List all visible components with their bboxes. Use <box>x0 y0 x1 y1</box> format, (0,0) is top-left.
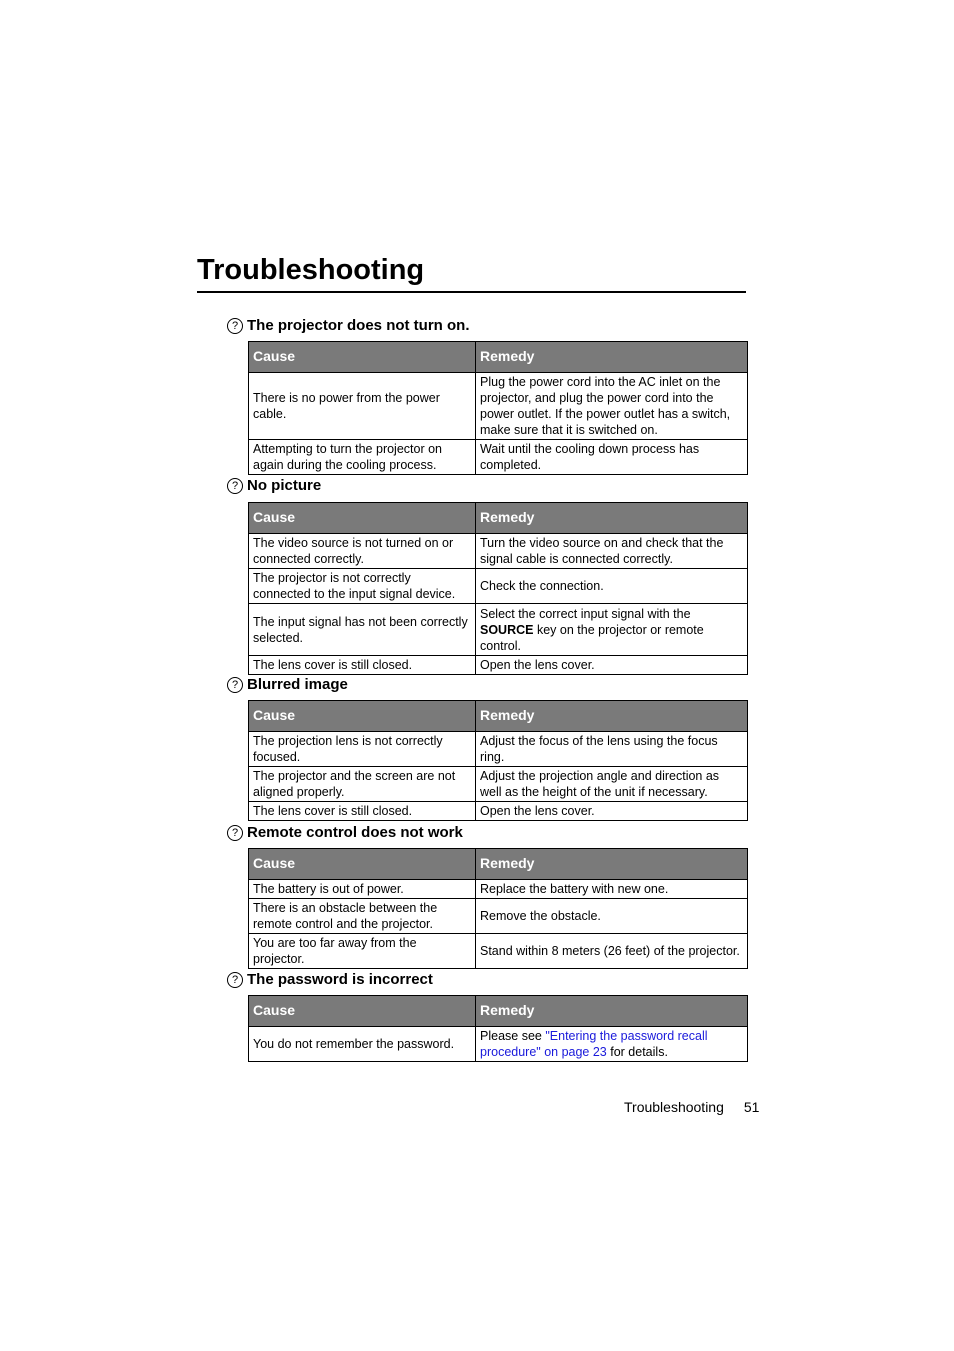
table-row <box>249 732 748 767</box>
remedy-cell <box>476 604 748 656</box>
header-remedy: Remedy <box>476 849 748 880</box>
remedy-cell <box>476 1027 748 1062</box>
header-cause: Cause <box>249 503 476 534</box>
section-title-text: No picture <box>247 477 322 494</box>
footer-label: Troubleshooting <box>624 1099 724 1115</box>
cause-cell: The projector is not correctly connected to the input signal device. <box>249 569 476 604</box>
table-row <box>249 899 748 934</box>
header-remedy: Remedy <box>476 701 748 732</box>
remedy-text: key on the projector or remote control. <box>480 622 704 653</box>
header-remedy: Remedy <box>476 503 748 534</box>
header-remedy: Remedy <box>476 342 748 373</box>
cause-cell: The lens cover is still closed. <box>249 802 476 821</box>
section-title-password <box>227 970 433 990</box>
remedy-cell: Open the lens cover. <box>476 656 748 675</box>
section-title-no-picture <box>227 476 321 496</box>
section-title-text: Blurred image <box>247 676 348 693</box>
header-remedy: Remedy <box>476 996 748 1027</box>
cause-cell: The video source is not turned on or connected correctly. <box>249 534 476 569</box>
table-row <box>249 934 748 969</box>
section-title-text: The projector does not turn on. <box>247 317 470 334</box>
table-no-power <box>248 341 748 475</box>
question-icon: ? <box>227 478 243 494</box>
cause-cell: There is an obstacle between the remote control and the projector. <box>249 899 476 934</box>
cause-cell: The projector and the screen are not aligned properly. <box>249 767 476 802</box>
table-no-picture <box>248 502 748 675</box>
table-blurred-image <box>248 700 748 821</box>
remedy-cell: Turn the video source on and check that the signal cable is connected correctly. <box>476 534 748 569</box>
cause-cell: Attempting to turn the projector on again during the cooling process. <box>249 440 476 475</box>
page-number: 51 <box>743 1099 760 1115</box>
cause-cell: There is no power from the power cable. <box>249 373 476 440</box>
header-cause: Cause <box>249 701 476 732</box>
password-recall-link[interactable]: "Entering the password recall procedure" on page 23 <box>480 1029 708 1059</box>
source-key-label: SOURCE <box>480 622 534 637</box>
table-row <box>249 604 748 656</box>
table-row <box>249 767 748 802</box>
table-row <box>249 440 748 475</box>
table-row <box>249 656 748 675</box>
question-icon: ? <box>227 677 243 693</box>
remedy-cell: Replace the battery with new one. <box>476 880 748 899</box>
cause-cell: You are too far away from the projector. <box>249 934 476 969</box>
cause-cell: The projection lens is not correctly focused. <box>249 732 476 767</box>
remedy-text: Please see <box>480 1029 542 1043</box>
table-row <box>249 1027 748 1062</box>
table-remote-control <box>248 848 748 969</box>
page-title: Troubleshooting <box>197 250 746 293</box>
table-row <box>249 880 748 899</box>
section-title-remote-control <box>227 823 463 843</box>
cause-cell: The lens cover is still closed. <box>249 656 476 675</box>
remedy-cell: Remove the obstacle. <box>476 899 748 934</box>
question-icon: ? <box>227 825 243 841</box>
remedy-cell: Adjust the focus of the lens using the focus ring. <box>476 732 748 767</box>
question-icon: ? <box>227 972 243 988</box>
cause-cell: The battery is out of power. <box>249 880 476 899</box>
section-title-blurred-image <box>227 675 348 695</box>
section-title-text: Remote control does not work <box>247 824 463 841</box>
table-row <box>249 802 748 821</box>
page-footer <box>624 1098 759 1116</box>
remedy-cell: Check the connection. <box>476 569 748 604</box>
table-row <box>249 569 748 604</box>
table-password <box>248 995 748 1062</box>
remedy-cell: Open the lens cover. <box>476 802 748 821</box>
table-row <box>249 534 748 569</box>
header-cause: Cause <box>249 342 476 373</box>
header-cause: Cause <box>249 849 476 880</box>
remedy-cell: Stand within 8 meters (26 feet) of the projector. <box>476 934 748 969</box>
section-title-no-power <box>227 316 470 336</box>
remedy-text: for details. <box>610 1045 668 1059</box>
remedy-text: Select the correct input signal with the <box>480 606 691 621</box>
remedy-cell: Adjust the projection angle and direction as well as the height of the unit if necessary. <box>476 767 748 802</box>
cause-cell: You do not remember the password. <box>249 1027 476 1062</box>
header-cause: Cause <box>249 996 476 1027</box>
cause-cell: The input signal has not been correctly selected. <box>249 604 476 656</box>
remedy-cell: Wait until the cooling down process has completed. <box>476 440 748 475</box>
section-title-text: The password is incorrect <box>247 971 433 988</box>
table-row <box>249 373 748 440</box>
remedy-cell: Plug the power cord into the AC inlet on the projector, and plug the power cord into the power outlet. If the power outlet has a switch, make sure that it is switched on. <box>476 373 748 440</box>
question-icon: ? <box>227 318 243 334</box>
